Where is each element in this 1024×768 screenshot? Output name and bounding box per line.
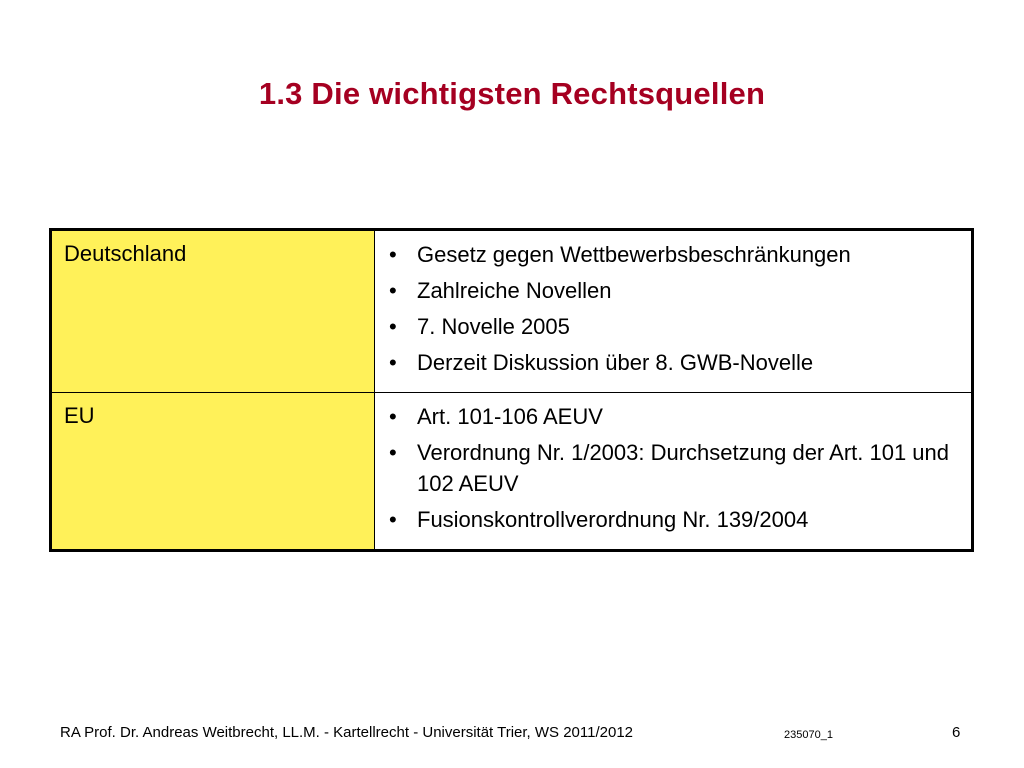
bullet-icon: • (389, 404, 397, 429)
bullet-icon: • (389, 507, 397, 532)
bullet-list (389, 401, 961, 535)
table-row (51, 230, 973, 393)
row-label-cell (51, 393, 375, 551)
table-row (51, 393, 973, 551)
bullet-list (389, 239, 961, 378)
list-item (389, 239, 961, 270)
list-item (389, 275, 961, 306)
bullet-icon: • (389, 440, 397, 465)
bullet-icon: • (389, 242, 397, 267)
row-items-cell (375, 393, 973, 551)
footer-code: 235070_1 (784, 729, 833, 741)
list-item-text: 7. Novelle 2005 (417, 314, 570, 339)
list-item (389, 437, 961, 499)
legal-sources-table (49, 228, 974, 552)
page-number: 6 (952, 724, 961, 741)
row-label: EU (64, 403, 95, 428)
row-label-cell (51, 230, 375, 393)
list-item (389, 401, 961, 432)
bullet-icon: • (389, 350, 397, 375)
footer-text: RA Prof. Dr. Andreas Weitbrecht, LL.M. - Kartellrecht - Universität Trier, WS 2011/2012 (60, 724, 634, 741)
list-item (389, 504, 961, 535)
list-item-text: Gesetz gegen Wettbewerbsbeschränkungen (417, 242, 851, 267)
list-item-text: Fusionskontrollverordnung Nr. 139/2004 (417, 507, 809, 532)
bullet-icon: • (389, 314, 397, 339)
list-item-text: Zahlreiche Novellen (417, 278, 612, 303)
list-item-text: Derzeit Diskussion über 8. GWB-Novelle (417, 350, 814, 375)
slide-title: 1.3 Die wichtigsten Rechtsquellen (258, 76, 766, 111)
row-label: Deutschland (64, 241, 187, 266)
list-item-text: Verordnung Nr. 1/2003: Durchsetzung der Art. 101 und 102 AEUV (417, 440, 950, 496)
row-items-cell (375, 230, 973, 393)
list-item (389, 311, 961, 342)
list-item (389, 347, 961, 378)
bullet-icon: • (389, 278, 397, 303)
list-item-text: Art. 101-106 AEUV (417, 404, 603, 429)
